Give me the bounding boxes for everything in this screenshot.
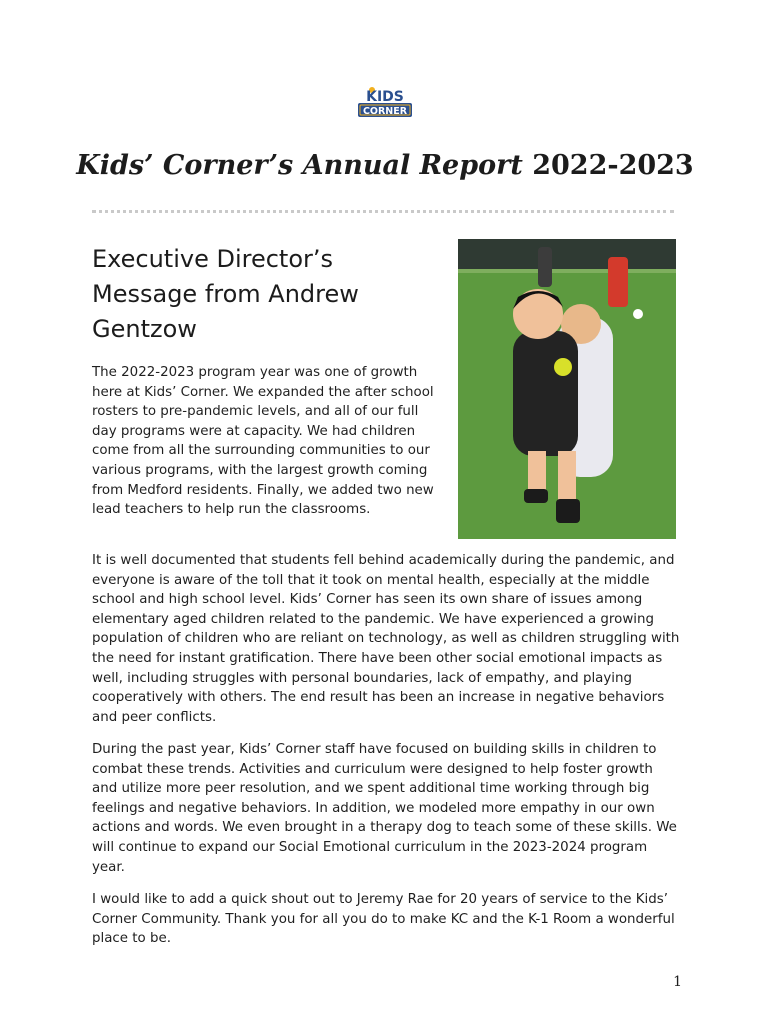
logo-text-corner: CORNER bbox=[362, 106, 408, 117]
body-paragraph-shoutout: I would like to add a quick shout out to Jeremy Rae for 20 years of service to the Kids’ Corner Community. Thank you for all you do to make KC and the K-1 Room a wonderful place to be. bbox=[92, 892, 675, 947]
section-heading: Executive Director’s Message from Andrew Gentzow bbox=[92, 245, 359, 343]
page-title bbox=[0, 150, 770, 181]
page-number: 1 bbox=[673, 974, 682, 990]
intro-paragraph: The 2022-2023 program year was one of growth here at Kids’ Corner. We expanded the after school rosters to pre-pandemic levels, and all of our full day programs were at capacity. We had children come from all the surrounding communities to our various programs, with the largest growth coming from Medford residents. Finally, we added two new lead teachers to help run the classrooms. bbox=[92, 365, 434, 518]
body-paragraph-pandemic: It is well documented that students fell behind academically during the pandemic, and everyone is aware of the toll that it took on mental health, especially at the middle school and high school level. Kids’ Corner has seen its own share of issues among elementary aged children related to the pandemic. We have experienced a growing population of children who are reliant on technology, as well as children struggling with the need for instant gratification. There have been other social emotional impacts as well, including struggles with personal boundaries, lack of empathy, and playing cooperatively with others. The end result has been an increase in negative behaviors and peer conflicts. bbox=[92, 553, 680, 725]
dotted-divider bbox=[92, 210, 674, 213]
title-script: Kids’ Corner’s Annual Report bbox=[76, 150, 523, 181]
logo-text-kids: KIDS bbox=[366, 89, 404, 105]
body-paragraph-skills: During the past year, Kids’ Corner staff have focused on building skills in children to combat these trends. Activities and curriculum were designed to help foster growth and utilize more peer resolution, and we spent additional time working through big feelings and negative behaviors. In addition, we modeled more empathy in our own actions and words. We even brought in a therapy dog to teach some of these skills. We will continue to expand our Social Emotional curriculum in the 2023-2024 program year. bbox=[92, 742, 677, 875]
kids-corner-logo bbox=[355, 86, 415, 120]
children-soccer-photo bbox=[458, 239, 676, 539]
title-year: 2022-2023 bbox=[522, 150, 694, 181]
